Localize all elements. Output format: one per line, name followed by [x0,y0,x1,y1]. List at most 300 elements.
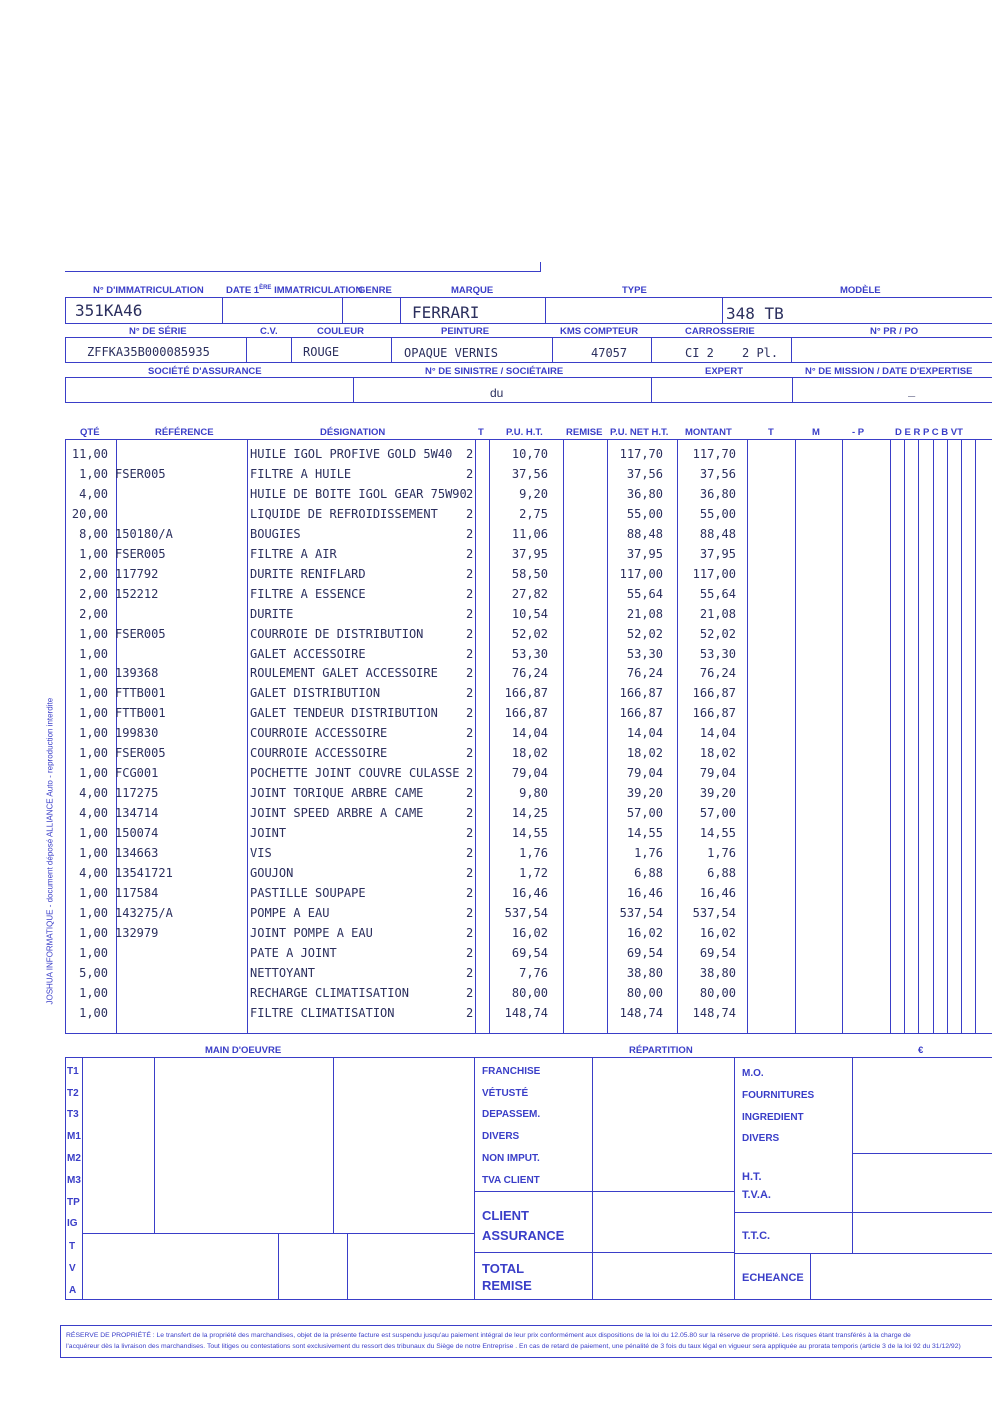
row-t: 2 [466,986,474,1000]
row-montant: 53,30 [699,647,736,661]
label-ttc: T.T.C. [742,1230,771,1242]
row-t: 2 [466,447,474,461]
row-montant: 148,74 [692,1006,736,1020]
right-rule [852,1153,992,1154]
row-montant: 38,80 [699,966,736,980]
row-pu-net: 37,95 [626,547,663,561]
label-type: TYPE [622,285,647,296]
row-t: 2 [466,846,474,860]
row-qte: 2,00 [79,587,108,601]
row-designation: FILTRE A HUILE [250,467,352,481]
right-sep [852,1057,853,1253]
col-montant: MONTANT [685,427,732,438]
row-designation: BOUGIES [250,527,301,541]
mo-row-label: TP [67,1197,80,1208]
row-designation: ROULEMENT GALET ACCESSOIRE [250,666,438,680]
row-montant: 166,87 [692,686,736,700]
row-montant: 39,20 [699,786,736,800]
row-montant: 14,04 [699,726,736,740]
footer-line-2: l'acquéreur dès la livraison des marchandises. Tout litiges ou contestations sont exclusivement du ressort des tribunaux du Siège de notre Entreprise . En cas de retard de paiement, une pénalité de 3 fois du taux légal en vigueur sera appliquée au prorata temporis (article 3 de la loi 92 du 31/12/92) [66,1343,961,1350]
divider [400,297,401,324]
label-marque: MARQUE [451,285,494,296]
row-reference: 134714 [115,806,159,820]
row-qte: 1,00 [79,826,108,840]
mo-row-label: M3 [67,1175,81,1186]
mo-row-label: IG [67,1218,78,1229]
repartition-label: TVA CLIENT [482,1175,540,1186]
label-couleur: COULEUR [317,326,364,337]
row-pu-net: 79,04 [626,766,663,780]
row-qte: 1,00 [79,906,108,920]
value-carrosserie-places: 2 Pl. [742,346,779,360]
value-kms: 47057 [591,346,628,360]
col-sep [947,439,948,1033]
col-sep [890,439,891,1033]
row-pu-ht: 16,02 [511,926,548,940]
row-pu-net: 36,80 [626,487,663,501]
row-pu-ht: 76,24 [511,666,548,680]
row-qte: 1,00 [79,986,108,1000]
row-qte: 11,00 [71,447,108,461]
row-pu-ht: 9,80 [519,786,548,800]
repartition-label: DEPASSEM. [482,1109,541,1120]
row-reference: 134663 [115,846,159,860]
divider [545,297,546,324]
tva-row-label: T [69,1241,76,1252]
row-designation: RECHARGE CLIMATISATION [250,986,409,1000]
mo-row-label: M2 [67,1153,81,1164]
row-montant: 18,02 [699,746,736,760]
label-main-oeuvre: MAIN D'OEUVRE [205,1045,282,1056]
summary-label: DIVERS [742,1133,780,1144]
col-sep [747,439,748,1033]
label-euro: € [918,1045,924,1056]
row-qte: 1,00 [79,726,108,740]
row-reference: FSER005 [115,547,166,561]
divider [222,297,223,324]
row-pu-ht: 18,02 [511,746,548,760]
right-rule [734,1253,992,1254]
value-couleur: ROUGE [303,345,340,359]
row-t: 2 [466,946,474,960]
row-reference: FSER005 [115,746,166,760]
row-designation: COURROIE ACCESSOIRE [250,726,388,740]
row-t: 2 [466,746,474,760]
label-pr-po: N° PR / PO [870,326,919,337]
row-qte: 1,00 [79,547,108,561]
col-p: - P [852,427,865,438]
row-qte: 1,00 [79,686,108,700]
mo-sep [333,1057,334,1233]
col-sep [904,439,905,1033]
row-designation: JOINT TORIQUE ARBRE CAME [250,786,424,800]
row-qte: 4,00 [79,806,108,820]
row-t: 2 [466,607,474,621]
divider [552,337,553,363]
row-montant: 36,80 [699,487,736,501]
row-pu-ht: 58,50 [511,567,548,581]
row-designation: DURITE RENIFLARD [250,567,366,581]
row-t: 2 [466,666,474,680]
col-t: T [478,427,484,438]
row-t: 2 [466,587,474,601]
row-montant: 37,95 [699,547,736,561]
row-t: 2 [466,547,474,561]
row-pu-net: 6,88 [634,866,663,880]
repartition-label: NON IMPUT. [482,1153,540,1164]
col-remise: REMISE [566,427,603,438]
row-pu-net: 16,02 [626,926,663,940]
row-pu-net: 1,76 [634,846,663,860]
row-montant: 37,56 [699,467,736,481]
label-genre: GENRE [358,285,392,296]
top-rule [65,271,541,272]
row-pu-ht: 37,56 [511,467,548,481]
row-qte: 1,00 [79,886,108,900]
row-reference: FSER005 [115,467,166,481]
row-designation: NETTOYANT [250,966,316,980]
col-sep [795,439,796,1033]
row-qte: 1,00 [79,666,108,680]
row-t: 2 [466,726,474,740]
row-qte: 8,00 [79,527,108,541]
row-pu-ht: 166,87 [504,686,548,700]
label-mission: N° DE MISSION / DATE D'EXPERTISE [805,366,973,377]
col-derpcbvt: D E R P C B VT [895,427,963,438]
row-pu-ht: 53,30 [511,647,548,661]
row-reference: 152212 [115,587,159,601]
value-modele: 348 TB [726,304,784,323]
row-pu-ht: 7,76 [519,966,548,980]
col-sep [961,439,962,1033]
row-pu-ht: 1,72 [519,866,548,880]
col-pu-ht: P.U. H.T. [506,427,543,438]
row-t: 2 [466,866,474,880]
row-reference: 139368 [115,666,159,680]
bottom-bottom-rule [65,1299,992,1300]
row-pu-ht: 1,76 [519,846,548,860]
mo-row-label: T2 [67,1088,79,1099]
col-m: M [812,427,820,438]
row-qte: 1,00 [79,746,108,760]
mo-row-label: T1 [67,1066,79,1077]
divider [246,337,247,363]
col-reference: RÉFÉRENCE [155,427,214,438]
row-reference: 150074 [115,826,159,840]
row-montant: 55,64 [699,587,736,601]
tva-row-label: V [69,1263,76,1274]
row-pu-net: 16,46 [626,886,663,900]
row-t: 2 [466,467,474,481]
side-legal-text: JOSHUA INFORMATIQUE - document déposé ALLIANCE Auto - reproduction interdite [45,697,55,1005]
row-designation: GOUJON [250,866,294,880]
col-sep [842,439,843,1033]
row-pu-net: 117,70 [619,447,663,461]
divider [791,337,792,363]
label-carrosserie: CARROSSERIE [685,326,755,337]
row-qte: 2,00 [79,607,108,621]
divider [651,377,652,403]
mo-sep [154,1057,155,1233]
row-t: 2 [466,826,474,840]
row-pu-ht: 2,75 [519,507,548,521]
col-pu-net: P.U. NET H.T. [610,427,669,438]
label-modele: MODÈLE [840,285,881,296]
table-top-rule [65,439,992,440]
col-sep [475,439,476,1033]
label-date-1ere: DATE 1ÈRE IMMATRICULATION [226,285,363,297]
label-cv: C.V. [260,326,278,337]
mo-sep [82,1057,83,1299]
row-designation: FILTRE A AIR [250,547,337,561]
row-montant: 117,70 [692,447,736,461]
row-pu-ht: 11,06 [511,527,548,541]
row-montant: 57,00 [699,806,736,820]
label-remise: REMISE [482,1278,532,1293]
summary-label: FOURNITURES [742,1090,815,1101]
row-montant: 117,00 [692,567,736,581]
row-pu-net: 117,00 [619,567,663,581]
row-designation: GALET ACCESSOIRE [250,647,366,661]
label-ht: H.T. [742,1171,762,1183]
row-designation: HUILE DE BOITE IGOL GEAR 75W90 [250,487,467,501]
row-qte: 1,00 [79,766,108,780]
row-t: 2 [466,786,474,800]
label-tva: T.V.A. [742,1189,771,1201]
row-pu-net: 57,00 [626,806,663,820]
row-reference: FTTB001 [115,706,166,720]
top-rule-end [540,262,541,272]
row-pu-ht: 80,00 [511,986,548,1000]
row-reference: FSER005 [115,627,166,641]
row-designation: PASTILLE SOUPAPE [250,886,366,900]
rep-rule [474,1252,734,1253]
row-pu-ht: 79,04 [511,766,548,780]
row-designation: DURITE [250,607,294,621]
row-montant: 14,55 [699,826,736,840]
row-qte: 1,00 [79,846,108,860]
row-pu-net: 88,48 [626,527,663,541]
value-sinistre: du [490,386,504,400]
summary-label: INGREDIENT [742,1112,804,1123]
row-qte: 20,00 [71,507,108,521]
row-pu-ht: 166,87 [504,706,548,720]
label-assurance-total: ASSURANCE [482,1228,565,1243]
row-reference: 199830 [115,726,159,740]
row-pu-net: 21,08 [626,607,663,621]
label-total: TOTAL [482,1261,525,1276]
table-bottom-rule [65,1033,992,1034]
row-montant: 16,46 [699,886,736,900]
row-t: 2 [466,507,474,521]
row-reference: 117792 [115,567,159,581]
row-reference: FCG001 [115,766,159,780]
row-pu-net: 69,54 [626,946,663,960]
row-pu-net: 14,55 [626,826,663,840]
row-qte: 5,00 [79,966,108,980]
repartition-label: VÉTUSTÉ [482,1088,529,1099]
row-pu-net: 148,74 [619,1006,663,1020]
divider [722,297,723,324]
bottom-left [65,1057,66,1299]
row-t: 2 [466,806,474,820]
row-t: 2 [466,627,474,641]
vehicle-row-1 [65,297,992,324]
row-t: 2 [466,966,474,980]
row-qte: 1,00 [79,1006,108,1020]
row-pu-net: 53,30 [626,647,663,661]
row-designation: HUILE IGOL PROFIVE GOLD 5W40 [250,447,453,461]
row-t: 2 [466,686,474,700]
row-pu-ht: 537,54 [504,906,548,920]
mo-row-label: T3 [67,1109,79,1120]
row-designation: FILTRE A ESSENCE [250,587,366,601]
row-montant: 52,02 [699,627,736,641]
row-reference: 117275 [115,786,159,800]
divider [391,337,392,363]
divider [353,377,354,403]
value-marque: FERRARI [412,303,480,322]
mo-row-label: M1 [67,1131,81,1142]
row-qte: 4,00 [79,866,108,880]
value-serie: ZFFKA35B000085935 [87,345,210,359]
row-t: 2 [466,886,474,900]
row-qte: 1,00 [79,647,108,661]
row-pu-ht: 148,74 [504,1006,548,1020]
row-t: 2 [466,647,474,661]
repartition-label: FRANCHISE [482,1066,541,1077]
rep-rule [474,1191,734,1192]
summary-label: M.O. [742,1068,764,1079]
row-pu-ht: 16,46 [511,886,548,900]
vehicle-row-3 [65,377,992,403]
row-pu-net: 38,80 [626,966,663,980]
label-kms: KMS COMPTEUR [560,326,639,337]
row-qte: 1,00 [79,706,108,720]
row-pu-net: 37,56 [626,467,663,481]
row-t: 2 [466,706,474,720]
divider [651,337,652,363]
divider [291,337,292,363]
row-montant: 537,54 [692,906,736,920]
row-designation: LIQUIDE DE REFROIDISSEMENT [250,507,438,521]
right-left [734,1057,735,1299]
row-designation: JOINT SPEED ARBRE A CAME [250,806,424,820]
row-montant: 69,54 [699,946,736,960]
label-expert: EXPERT [705,366,744,377]
row-montant: 79,04 [699,766,736,780]
rep-sep [592,1191,593,1299]
row-montant: 21,08 [699,607,736,621]
row-pu-net: 14,04 [626,726,663,740]
row-pu-net: 55,00 [626,507,663,521]
row-pu-net: 166,87 [619,706,663,720]
row-qte: 1,00 [79,467,108,481]
label-assurance: SOCIÉTÉ D'ASSURANCE [148,366,262,377]
value-carrosserie: CI 2 [685,346,714,360]
right-sep [810,1253,811,1299]
row-pu-net: 537,54 [619,906,663,920]
right-rule [734,1212,992,1213]
row-pu-ht: 10,70 [511,447,548,461]
label-client: CLIENT [482,1208,529,1223]
label-serie: N° DE SÉRIE [129,326,187,337]
col-sep [975,439,976,1033]
col-t2: T [768,427,774,438]
row-pu-ht: 14,55 [511,826,548,840]
value-mission: _ [908,383,916,397]
row-montant: 76,24 [699,666,736,680]
divider [792,377,793,403]
row-pu-ht: 27,82 [511,587,548,601]
row-designation: JOINT POMPE A EAU [250,926,373,940]
row-reference: FTTB001 [115,686,166,700]
row-t: 2 [466,906,474,920]
row-designation: COURROIE ACCESSOIRE [250,746,388,760]
row-designation: FILTRE CLIMATISATION [250,1006,395,1020]
row-montant: 80,00 [699,986,736,1000]
row-t: 2 [466,1006,474,1020]
row-montant: 1,76 [707,846,736,860]
row-pu-ht: 10,54 [511,607,548,621]
row-designation: POMPE A EAU [250,906,330,920]
row-pu-net: 55,64 [626,587,663,601]
row-reference: 143275/A [115,906,173,920]
row-reference: 13541721 [115,866,173,880]
value-immatriculation: 351KA46 [75,301,143,320]
row-pu-net: 166,87 [619,686,663,700]
footer-line-1: RÉSERVE DE PROPRIÉTÉ : Le transfert de la propriété des marchandises, objet de la présente facture est suspendu jusqu'au paiement intégral de leur prix conformément aux dispositions de la loi du 12.05.80 sur la réserve de propriété. Les risques étant transférés à la charge de [66,1332,911,1339]
row-t: 2 [466,527,474,541]
divider [342,297,343,324]
row-pu-net: 52,02 [626,627,663,641]
row-pu-ht: 14,25 [511,806,548,820]
row-pu-net: 80,00 [626,986,663,1000]
col-sep [933,439,934,1033]
row-reference: 117584 [115,886,159,900]
row-pu-ht: 9,20 [519,487,548,501]
row-designation: GALET DISTRIBUTION [250,686,381,700]
row-designation: COURROIE DE DISTRIBUTION [250,627,424,641]
row-t: 2 [466,766,474,780]
row-t: 2 [466,487,474,501]
row-montant: 55,00 [699,507,736,521]
col-sep [247,439,248,1033]
row-montant: 166,87 [692,706,736,720]
row-montant: 88,48 [699,527,736,541]
row-pu-ht: 52,02 [511,627,548,641]
col-qte: QTÉ [80,427,100,438]
row-reference: 132979 [115,926,159,940]
label-sinistre: N° DE SINISTRE / SOCIÉTAIRE [425,366,564,377]
row-qte: 1,00 [79,627,108,641]
value-peinture: OPAQUE VERNIS [404,346,498,360]
row-pu-ht: 69,54 [511,946,548,960]
label-peinture: PEINTURE [441,326,490,337]
row-qte: 4,00 [79,487,108,501]
row-pu-ht: 14,04 [511,726,548,740]
row-t: 2 [466,567,474,581]
row-pu-net: 18,02 [626,746,663,760]
label-echeance: ECHEANCE [742,1272,804,1284]
rep-left [474,1057,475,1299]
row-qte: 1,00 [79,946,108,960]
col-sep [563,439,564,1033]
row-pu-net: 76,24 [626,666,663,680]
row-pu-ht: 37,95 [511,547,548,561]
tva-sep [278,1233,279,1299]
row-qte: 4,00 [79,786,108,800]
